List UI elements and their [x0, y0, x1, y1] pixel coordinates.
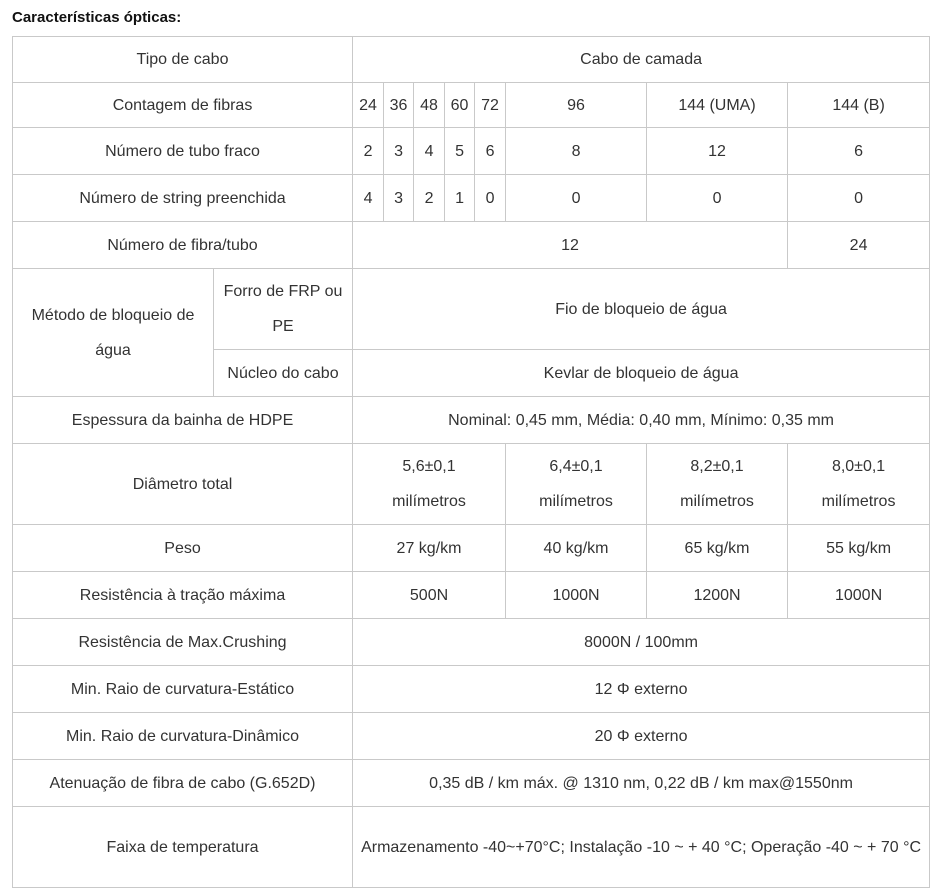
- table-row: [13, 713, 930, 760]
- cell-value: Cabo de camada: [353, 37, 930, 83]
- cell-value: 144 (UMA): [647, 83, 788, 128]
- cell-value: 0: [506, 175, 647, 222]
- table-row: [13, 807, 930, 888]
- cell-value: 65 kg/km: [647, 525, 788, 572]
- cell-value: 60: [445, 83, 475, 128]
- cell-value: 0: [647, 175, 788, 222]
- cell-value: 1: [445, 175, 475, 222]
- cell-value: 0: [475, 175, 506, 222]
- table-row: [13, 175, 930, 222]
- table-row: [13, 444, 930, 525]
- cell-value: 12 Φ externo: [353, 666, 930, 713]
- row-label: Resistência de Max.Crushing: [13, 619, 353, 666]
- cell-value: 8: [506, 128, 647, 175]
- row-label: Número de string preenchida: [13, 175, 353, 222]
- cell-value: 5,6±0,1 milímetros: [353, 444, 506, 525]
- cell-value: 20 Φ externo: [353, 713, 930, 760]
- cell-value: 48: [414, 83, 445, 128]
- cell-value: 6: [788, 128, 930, 175]
- cell-value: 55 kg/km: [788, 525, 930, 572]
- cell-value: 6,4±0,1 milímetros: [506, 444, 647, 525]
- table-row: [13, 269, 930, 350]
- cell-value: 72: [475, 83, 506, 128]
- sub-row-label: Núcleo do cabo: [214, 350, 353, 397]
- row-label: Faixa de temperatura: [13, 807, 353, 888]
- table-row: [13, 760, 930, 807]
- cell-value: 0,35 dB / km máx. @ 1310 nm, 0,22 dB / km max@1550nm: [353, 760, 930, 807]
- cell-value: 36: [384, 83, 414, 128]
- row-label: Resistência à tração máxima: [13, 572, 353, 619]
- cell-value: 27 kg/km: [353, 525, 506, 572]
- table-row: [13, 572, 930, 619]
- table-row: [13, 525, 930, 572]
- row-label: Min. Raio de curvatura-Estático: [13, 666, 353, 713]
- table-row: [13, 666, 930, 713]
- table-row: [13, 222, 930, 269]
- sub-row-label: Forro de FRP ou PE: [214, 269, 353, 350]
- row-label: Diâmetro total: [13, 444, 353, 525]
- cell-value: 8000N / 100mm: [353, 619, 930, 666]
- cell-value: 2: [353, 128, 384, 175]
- table-row: [13, 83, 930, 128]
- row-label: Espessura da bainha de HDPE: [13, 397, 353, 444]
- cell-value: 24: [353, 83, 384, 128]
- row-label: Peso: [13, 525, 353, 572]
- cell-value: 3: [384, 128, 414, 175]
- table-row: [13, 128, 930, 175]
- row-label: Tipo de cabo: [13, 37, 353, 83]
- cell-value: 1000N: [788, 572, 930, 619]
- cell-value: 24: [788, 222, 930, 269]
- cell-value: 4: [353, 175, 384, 222]
- cell-value: 8,0±0,1 milímetros: [788, 444, 930, 525]
- cell-value: 500N: [353, 572, 506, 619]
- cell-value: 3: [384, 175, 414, 222]
- table-row: [13, 397, 930, 444]
- row-label: Min. Raio de curvatura-Dinâmico: [13, 713, 353, 760]
- cell-value: 5: [445, 128, 475, 175]
- cell-value: 4: [414, 128, 445, 175]
- cell-value: Nominal: 0,45 mm, Média: 0,40 mm, Mínimo: 0,35 mm: [353, 397, 930, 444]
- row-label: Contagem de fibras: [13, 83, 353, 128]
- cell-value: 144 (B): [788, 83, 930, 128]
- cell-value: 12: [353, 222, 788, 269]
- cell-value: 40 kg/km: [506, 525, 647, 572]
- row-label: Número de fibra/tubo: [13, 222, 353, 269]
- row-label: Número de tubo fraco: [13, 128, 353, 175]
- cell-value: 8,2±0,1 milímetros: [647, 444, 788, 525]
- table-row: [13, 37, 930, 83]
- optical-spec-table: [12, 36, 930, 888]
- row-label: Método de bloqueio de água: [13, 269, 214, 397]
- cell-value: 1000N: [506, 572, 647, 619]
- cell-value: 0: [788, 175, 930, 222]
- table-row: [13, 619, 930, 666]
- cell-value: Kevlar de bloqueio de água: [353, 350, 930, 397]
- cell-value: Fio de bloqueio de água: [353, 269, 930, 350]
- cell-value: 1200N: [647, 572, 788, 619]
- cell-value: 2: [414, 175, 445, 222]
- cell-value: 12: [647, 128, 788, 175]
- cell-value: 6: [475, 128, 506, 175]
- row-label: Atenuação de fibra de cabo (G.652D): [13, 760, 353, 807]
- section-heading: Características ópticas:: [12, 9, 182, 26]
- cell-value: Armazenamento -40~+70°C; Instalação -10 ~ + 40 °C; Operação -40 ~ + 70 °C: [353, 807, 930, 888]
- cell-value: 96: [506, 83, 647, 128]
